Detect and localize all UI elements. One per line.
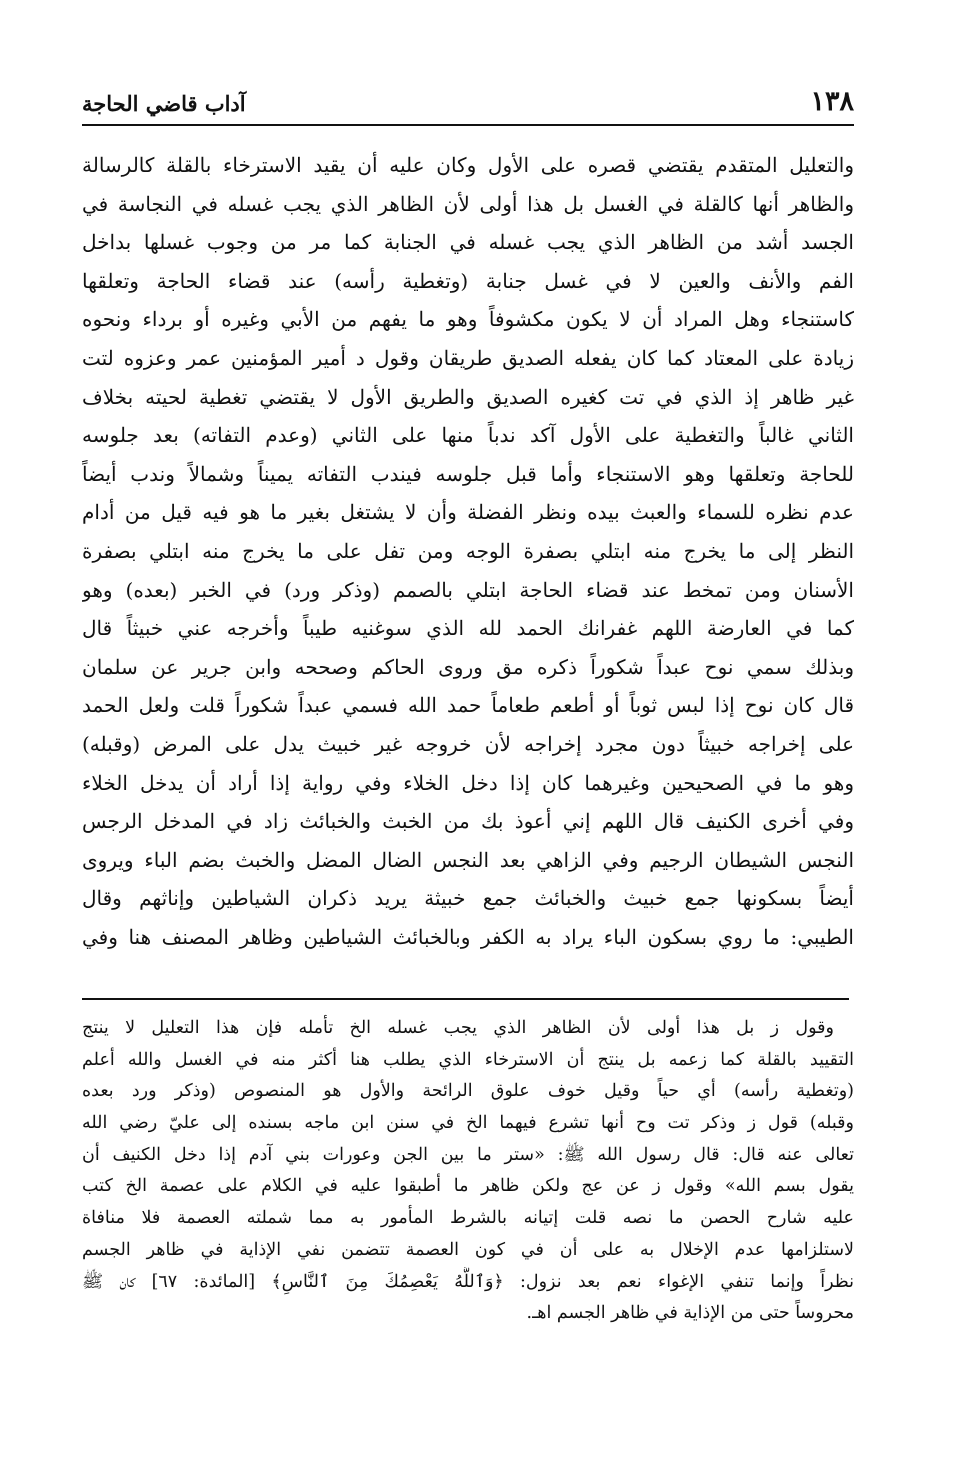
footnote-line: (وتغطية رأسه) أي حياً وقيل خوف علوق الرائحة والأول هو المنصوص (وذكر ورد بعده [82,1081,854,1102]
text-line: أيضاً بسكونها جمع خبيث والخبائث جمع خبيثة يريد ذكران الشياطين وإناثهم وقال [82,886,854,911]
footnote-line: التقييد بالقلة كما زعمه بل ينتج أن الاسترخاء الذي يطلب هنا أكثر منه في الغسل والله أعلم [82,1049,854,1070]
footnote-line: يقول بسم الله» وقول ز عن عج ولكن ظاهر ما أطبقوا عليه في الكلام على عصمة الخ كتب [82,1176,854,1197]
text-line: كاستنجاء وهل المراد أن لا يكون مكشوفاً وهو ما يفهم من الأبي وغيره أو برداء ونحوه [82,307,854,332]
text-line: الثاني غالباً والتغطية على الأول آكد ندباً منها على الثاني (وعدم التفاته) بعد جلوسه [82,423,854,448]
text-line: النظر إلى ما يخرج منه ابتلي بصفرة الوجه ومن تفل على ما يخرج منه ابتلي بصفرة [82,538,854,563]
text-line: كما في العارضة اللهم غفرانك الحمد لله الذي سوغنيه طيباً وأخرجه عني خبيثاً قال [82,616,854,641]
header-rule [82,124,854,126]
text-line: النجس الشيطان الرجيم وفي الزاهي بعد النجس الضال المضل والخبث بضم الباء ويروى [82,847,854,872]
running-title: آداب قاضي الحاجة [82,91,246,116]
footnote-line: نظراً وإنما تنفي الإغواء نعم بعد نزول: ﴿وَٱللَّهُ يَعْصِمُكَ مِنَ ٱلنَّاسِ﴾ [المائدة: ٦٧] كان ﷺ [82,1271,854,1292]
text-line: والظاهر أنها كالقلة في الغسل بل هذا أولى لأن الظاهر الذي يجب غسله في النجاسة في [82,191,854,216]
text-line: وهو ما في الصحيحين وغيرهما كان إذا دخل الخلاء وفي رواية إذا أراد أن يدخل الخلاء [82,770,854,795]
text-line: زيادة على المعتاد كما كان يفعله الصديق طريقان وقول د أمير المؤمنين عمر وعزوه لتت [82,345,854,370]
text-line: والتعليل المتقدم يقتضي قصره على الأول وكان عليه أن يقيد الاسترخاء بالقلة كالرسالة [82,153,854,177]
text-line: غير ظاهر إذ الذي في تت كغيره الصديق والطريق الأول لا يقتضي تغطية لحيته بخلاف [82,384,854,409]
footnotes [82,1013,854,1330]
footnote-line: وقول ز بل هذا أولى لأن الظاهر الذي يجب غسله الخ تأمله فإن هذا التعليل لا ينتج [82,1018,834,1038]
text-line: على إخراجه خبيثاً دون مجرد إخراجه لأن خروجه غير خبيث يدل على المرض (وقبله) [82,731,854,756]
text-line: وبذلك سمي نوح عبداً شكوراً ذكره مق وروى الحاكم وصححه وابن جرير عن سلمان [82,654,854,679]
main-text [82,146,854,956]
footnote-separator [82,998,849,1000]
page-number: ١٣٨ [810,86,854,117]
footnote-line: محروساً حتى من الإذاية في ظاهر الجسم اهـ. [526,1303,854,1324]
footnote-line: عليه شارح الحصن ما نصه قلت إتيانه بالشرط المأمور به مما شملته العصمة فلا منافاة [82,1208,854,1229]
footnote-line: لاستلزامها عدم الإخلال به على أن في كون العصمة تتضمن نفي الإذاية في ظاهر الجسم [82,1239,854,1260]
text-line: عدم نظره للسماء والعبث بيده ونظر الفضلة وأن لا يشتغل بغير ما هو فيه قيل من أدام [82,500,854,525]
text-line: قال كان نوح إذا لبس ثوباً أو أطعم طعاماً حمد الله فسمي عبداً شكوراً قلت ولعل الحمد [82,693,854,718]
page-header [82,84,854,128]
footnote-line: وقبله) قول ز وذكر تت وح أنها تشرع فيهما الخ في سنن ابن ماجه بسنده إلى عليّ رضي الله [82,1113,854,1134]
footnote-line: تعالى عنه قال: قال رسول الله ﷺ: «ستر ما بين الجن وعورات بني آدم إذا دخل الكنيف أن [82,1144,854,1165]
text-line: الفم والأنف والعين لا في غسل جنابة (وتغطية رأسه) عند قضاء الحاجة وتعلقها [82,268,854,293]
text-line: الأسنان ومن تمخط عند قضاء الحاجة ابتلي بالصمم (وذكر ورد) في الخبر (بعده) وهو [82,577,854,602]
text-line: وفي أخرى الكنيف قال اللهم إني أعوذ بك من الخبث والخبائث زاد في المدخل الرجس [82,809,854,834]
text-line: الطيبي: ما روي بسكون الباء يراد به الكفر وبالخبائث الشياطين وظاهر المصنف هنا وفي [82,924,854,949]
text-line: للحاجة وتعلقها وهو الاستنجاء وأما قبل جلوسه فيندب التفاته يميناً وشمالاً وندب أيضاً [82,461,854,486]
text-line: الجسد أشد من الظاهر الذي يجب غسله في الجنابة كما مر من وجوب غسلها بداخل [82,230,854,255]
